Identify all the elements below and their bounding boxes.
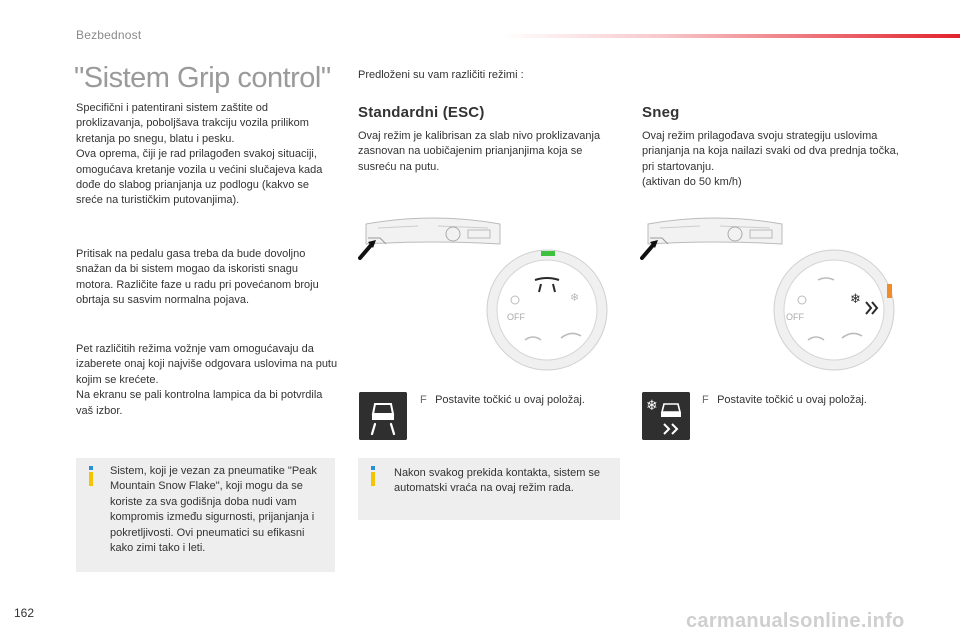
- snow-description: Ovaj režim prilagođava svoju strategiju uslovima prianjanja na koja nailazi svaki od dva prednja točka, pri startovanju. (aktivan do 50 km/h): [642, 130, 899, 189]
- standard-instruction-text: Postavite točkić u ovaj položaj.: [435, 394, 585, 406]
- dial-off-label: OFF: [786, 312, 804, 322]
- standard-description: Ovaj režim je kalibrisan za slab nivo proklizavanja zasnovan na uobičajenim prianjanjima koja se susreću na putu.: [358, 130, 601, 173]
- standard-heading: Standardni (ESC): [358, 104, 485, 121]
- watermark: carmanualsonline.info: [686, 610, 905, 632]
- header-accent-bar: [500, 34, 960, 38]
- standard-mode-icon: [359, 392, 407, 440]
- info-box-reset: [358, 458, 620, 520]
- info-icon: [86, 466, 96, 486]
- section-label: Bezbednost: [76, 28, 142, 42]
- pedal-paragraph: Pritisak na pedalu gasa treba da bude dovoljno snažan da bi sistem mogao da iskoristi snagu motora. Različite faze u radu pri povećanom broju obrtaja su sasvim normalna pojava.: [76, 248, 319, 307]
- svg-text:❄: ❄: [850, 292, 861, 307]
- dial-off-label: OFF: [507, 312, 525, 322]
- active-mode-indicator: [887, 284, 892, 298]
- bullet-icon: F: [702, 394, 709, 406]
- page-title: "Sistem Grip control": [74, 62, 331, 94]
- dashboard-illustration: [640, 214, 790, 264]
- active-mode-indicator: [541, 251, 555, 256]
- mode-dial-standard: [485, 248, 609, 372]
- modes-intro: Predloženi su vam različiti režimi :: [358, 69, 524, 81]
- standard-instruction: [420, 394, 585, 406]
- svg-text:❄: ❄: [570, 291, 580, 304]
- snow-heading: Sneg: [642, 104, 680, 121]
- snow-mode-icon: [642, 392, 690, 440]
- modes-paragraph: Pet različitih režima vožnje vam omogućavaju da izaberete onaj koji najviše odgovara uslovima na putu kojim se krećete. Na ekranu se pali kontrolna lampica da bi potvrdila vaš izbor.: [76, 343, 338, 417]
- info-text: Sistem, koji je vezan za pneumatike "Peak Mountain Snow Flake", koji mogu da se koriste za sva godišnja doba nudi vam kompromis između sigurnosti, prijanjanja i pokretljivosti. Ovi pneumatici su efikasni kako zimi tako i leti.: [110, 465, 317, 555]
- info-box-tyres: [76, 458, 335, 572]
- info-text: Nakon svakog prekida kontakta, sistem se automatski vraća na ovaj režim rada.: [394, 467, 601, 495]
- page-number: 162: [14, 606, 35, 620]
- intro-paragraph: Specifični i patentirani sistem zaštite od proklizavanja, poboljšava trakciju vozila prilikom kretanja po snegu, blatu i pesku. Ova oprema, čiji je rad prilagođen svakoj situaciji, omogućava kretanje vozila u većini slučajeva kada dođe do slabog prianjanja uz podlogu (kakvo se sreće na turističkim putovanjima).: [76, 102, 323, 207]
- mode-dial-snow: [772, 248, 896, 372]
- svg-text:❄: ❄: [646, 398, 658, 414]
- info-icon: [368, 466, 378, 486]
- bullet-icon: F: [420, 394, 427, 406]
- snow-instruction: [702, 394, 867, 406]
- snow-instruction-text: Postavite točkić u ovaj položaj.: [717, 394, 867, 406]
